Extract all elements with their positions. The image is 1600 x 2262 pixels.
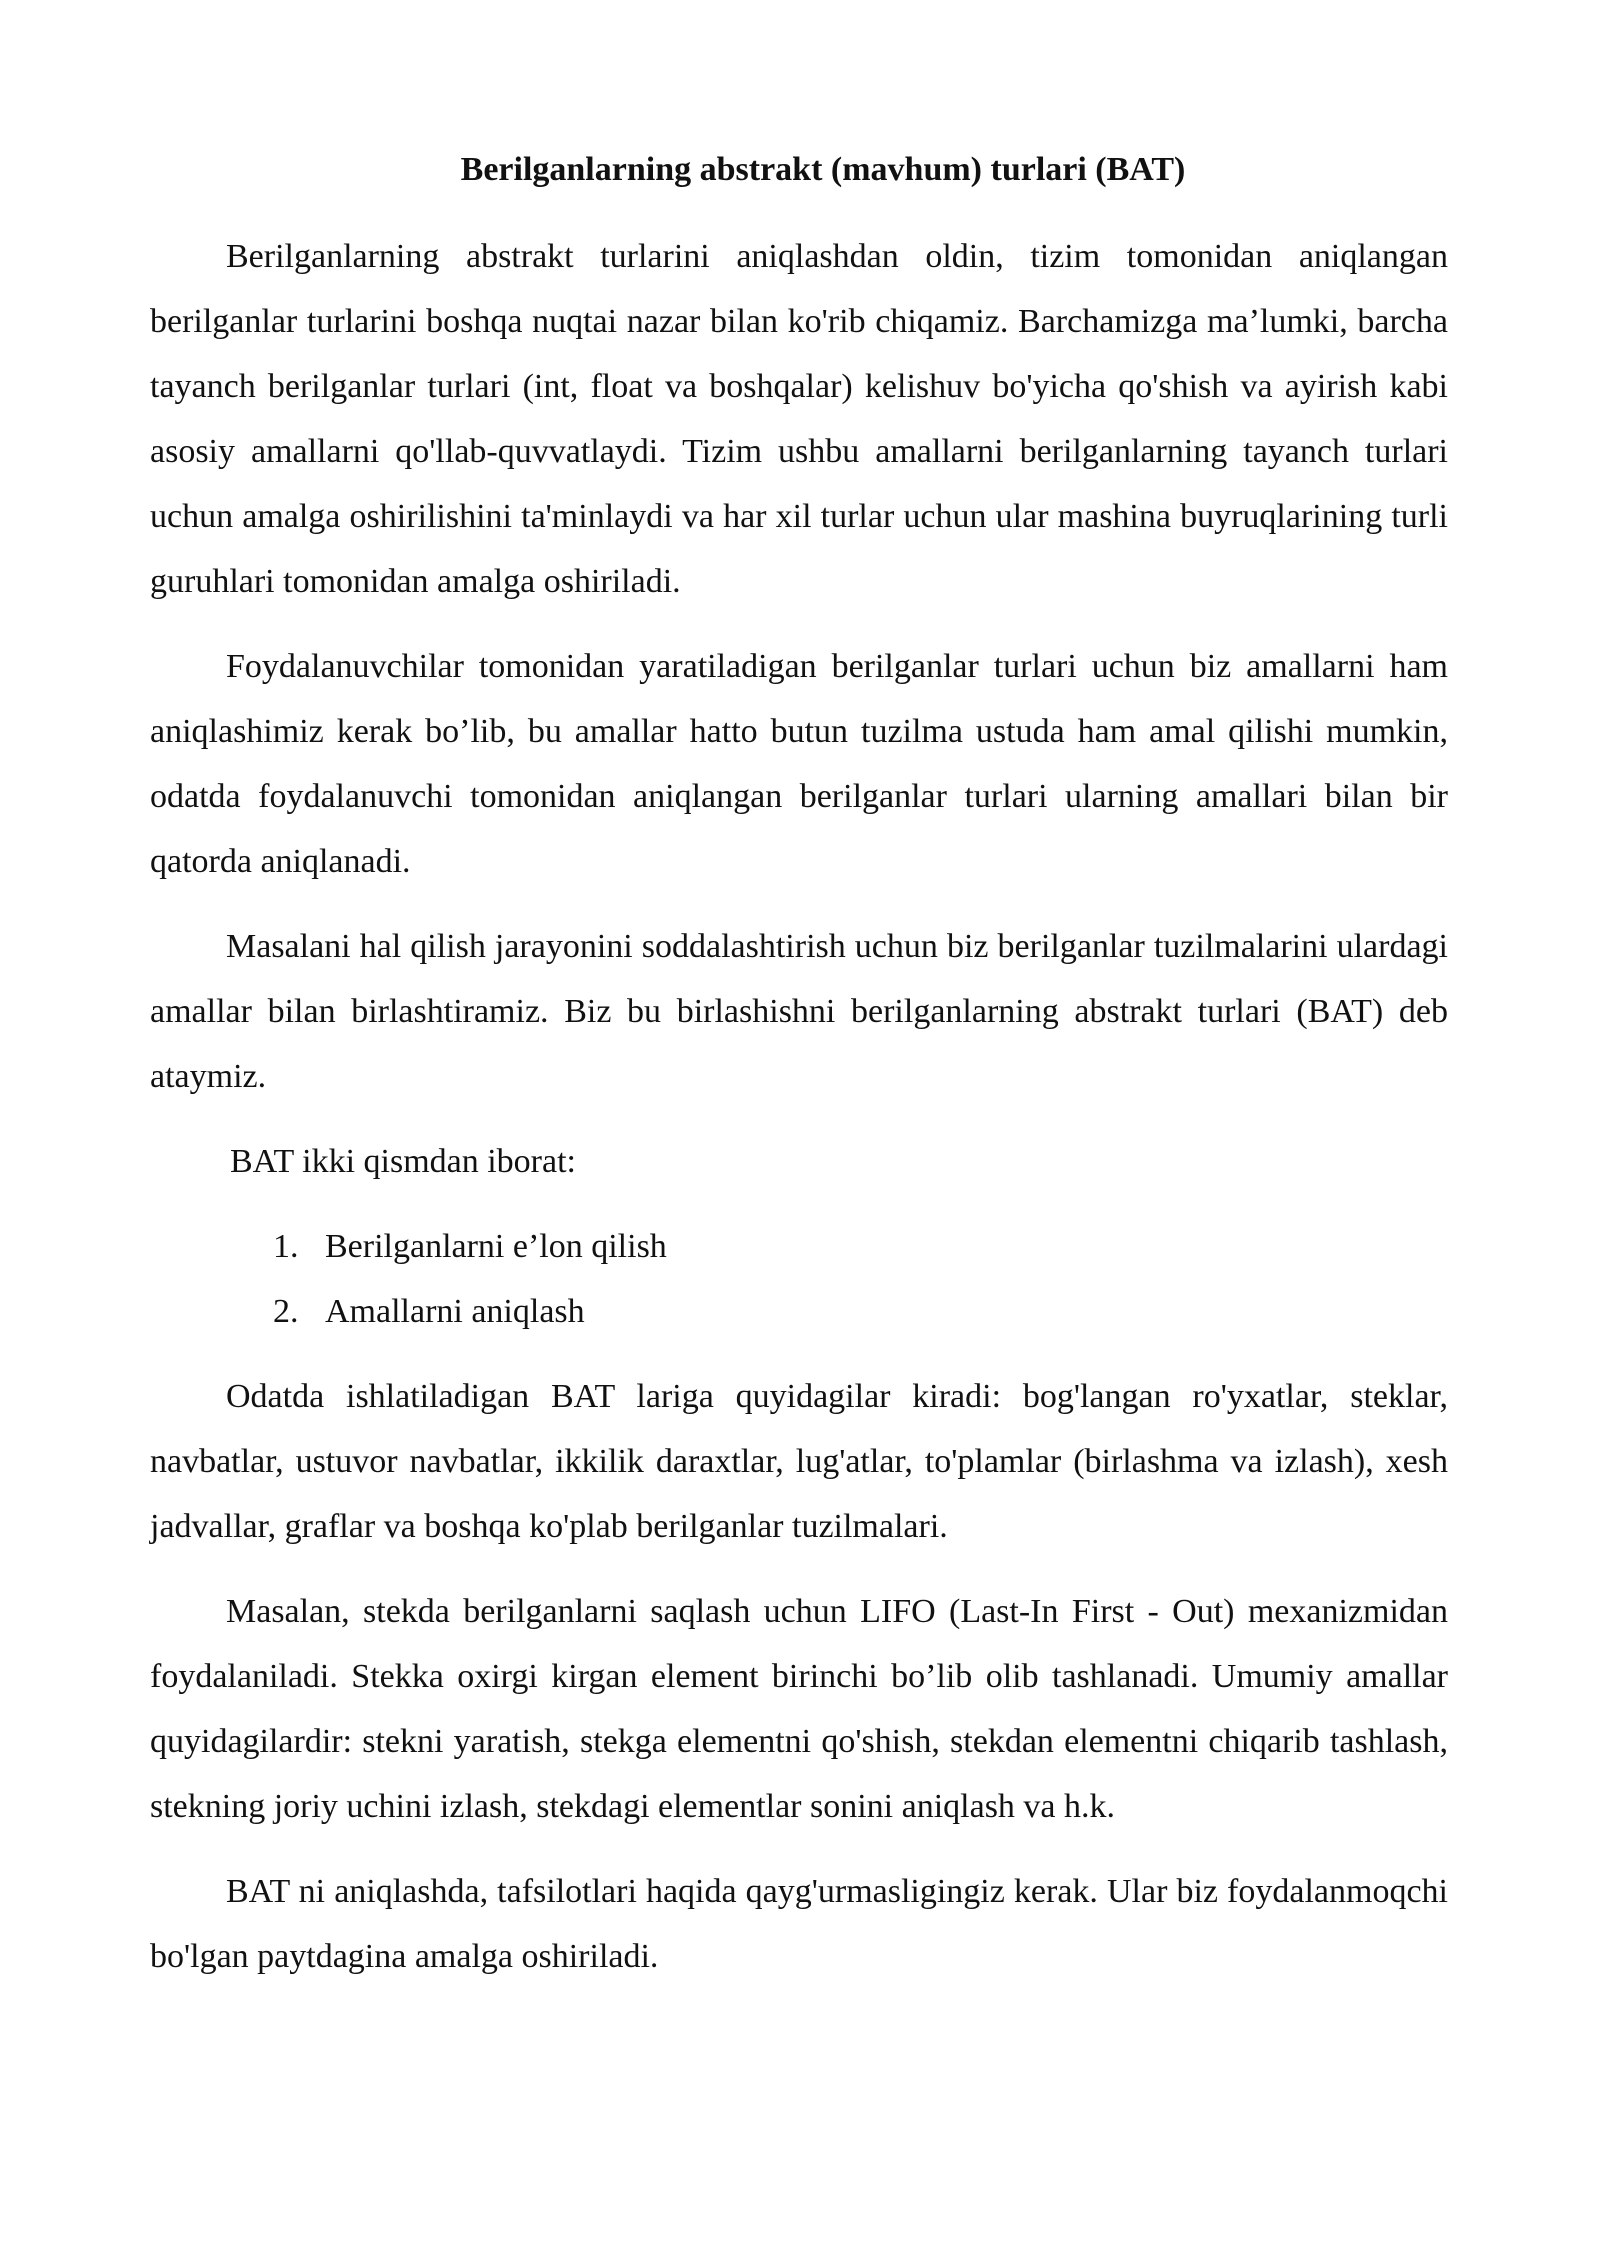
document-page [150,144,1448,1989]
paragraph-intro: Berilganlarning abstrakt turlarini aniqlashdan oldin, tizim tomonidan aniqlangan berilganlar turlarini boshqa nuqtai nazar bilan ko'rib chiqamiz. Barchamizga ma’lumki, barcha tayanch berilganlar turlari (int, float va boshqalar) kelishuv bo'yicha qo'shish va ayirish kabi asosiy amallarni qo'llab-quvvatlaydi. Tizim ushbu amallarni berilganlarning tayanch turlari uchun amalga oshirilishini ta'minlaydi va har xil turlar uchun ular mashina buyruqlarining turli guruhlari tomonidan amalga oshiriladi. [150,238,1448,600]
list-item-text: Amallarni aniqlash [325,1293,585,1330]
paragraph-stack-example: Masalan, stekda berilganlarni saqlash uchun LIFO (Last-In First - Out) mexanizmidan foydalaniladi. Stekka oxirgi kirgan element birinchi bo’lib olib tashlanadi. Umumiy amallar quyidagilardir: stekni yaratish, stekga elementni qo'shish, stekdan elementni chiqarib tashlash, stekning joriy uchini izlash, stekdagi elementlar sonini aniqlash va h.k. [150,1593,1448,1825]
list-intro: BAT ikki qismdan iborat: [230,1143,576,1180]
paragraph-closing: BAT ni aniqlashda, tafsilotlari haqida qayg'urmasligingiz kerak. Ular biz foydalanmoqchi bo'lgan paytdagina amalga oshiriladi. [150,1873,1448,1975]
document-title: Berilganlarning abstrakt (mavhum) turlari (BAT) [460,151,1186,188]
paragraph-common-bats: Odatda ishlatiladigan BAT lariga quyidagilar kiradi: bog'langan ro'yxatlar, steklar, navbatlar, ustuvor navbatlar, ikkilik daraxtlar, lug'atlar, to'plamlar (birlashma va izlash), xesh jadvallar, graflar va boshqa ko'plab berilganlar tuzilmalari. [150,1378,1448,1545]
paragraph-bat-definition: Masalani hal qilish jarayonini soddalashtirish uchun biz berilganlar tuzilmalarini ulardagi amallar bilan birlashtiramiz. Biz bu birlashishni berilganlarning abstrakt turlari (BAT) deb ataymiz. [150,928,1448,1095]
list-item: 1. Berilganlarni e’lon qilish [150,1214,1448,1279]
list-item-text: Berilganlarni e’lon qilish [325,1228,667,1265]
list-item: 2. Amallarni aniqlash [150,1279,1448,1344]
bat-parts-list [150,1214,1448,1344]
paragraph-user-types: Foydalanuvchilar tomonidan yaratiladigan berilganlar turlari uchun biz amallarni ham aniqlashimiz kerak bo’lib, bu amallar hatto butun tuzilma ustuda ham amal qilishi mumkin, odatda foydalanuvchi tomonidan aniqlangan berilganlar turlari ularning amallari bilan bir qatorda aniqlanadi. [150,648,1448,880]
